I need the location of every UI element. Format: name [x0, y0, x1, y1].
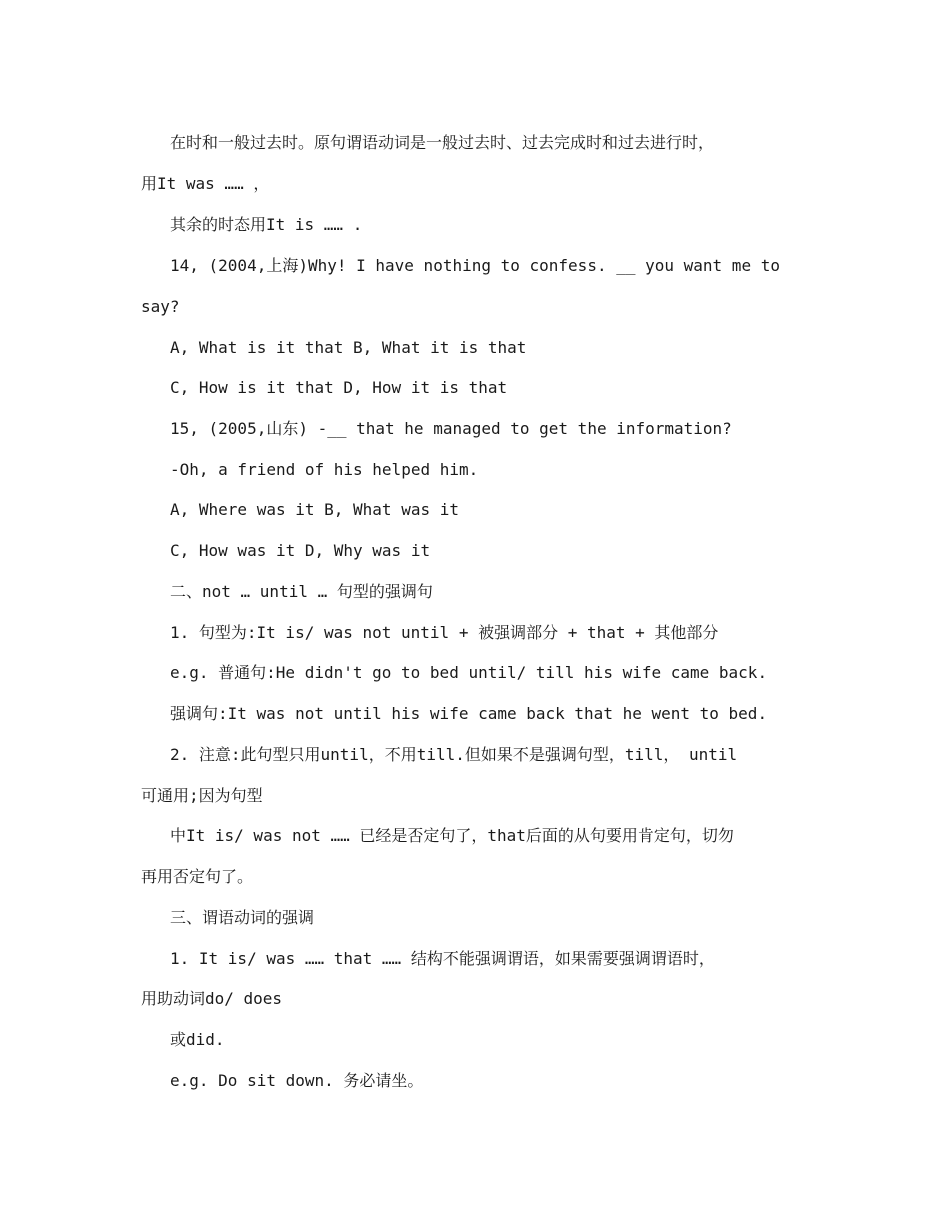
question-15: 15, (2005,山东) -__ that he managed to get the information? — [170, 419, 732, 438]
text-line: 或did. — [170, 1030, 225, 1049]
text-line: 用助动词do/ does — [141, 989, 283, 1008]
text-line: 2. 注意:此句型只用until，不用till.但如果不是强调句型，till， until — [170, 745, 738, 764]
question-14-options-ab: A, What is it that B, What it is that — [170, 338, 527, 357]
example-line: 强调句:It was not until his wife came back that he went to bed. — [170, 704, 768, 723]
question-15-options-ab: A, Where was it B, What was it — [170, 500, 459, 519]
question-14-continued: say? — [141, 297, 180, 316]
text-line: 再用否定句了。 — [141, 867, 254, 886]
question-15-options-cd: C, How was it D, Why was it — [170, 541, 431, 560]
text-line: 其余的时态用It is …… . — [170, 215, 363, 234]
question-15-reply: -Oh, a friend of his helped him. — [170, 460, 479, 479]
example-line: e.g. Do sit down. 务必请坐。 — [170, 1071, 424, 1090]
text-line: 用It was …… ， — [141, 174, 270, 193]
text-line: 中It is/ was not …… 已经是否定句了，that后面的从句要用肯定句，切勿 — [170, 826, 734, 845]
section-heading-2: 二、not … until … 句型的强调句 — [170, 582, 433, 601]
text-line: 1. It is/ was …… that …… 结构不能强调谓语，如果需要强调谓语时， — [170, 949, 715, 968]
text-line: 在时和一般过去时。原句谓语动词是一般过去时、过去完成时和过去进行时， — [170, 133, 715, 152]
question-14: 14, (2004,上海)Why! I have nothing to confess. __ you want me to — [170, 256, 780, 275]
question-14-options-cd: C, How is it that D, How it is that — [170, 378, 508, 397]
section-heading-3: 三、谓语动词的强调 — [170, 908, 315, 927]
example-line: e.g. 普通句:He didn't go to bed until/ till his wife came back. — [170, 663, 768, 682]
text-line: 1. 句型为:It is/ was not until + 被强调部分 + that + 其他部分 — [170, 623, 719, 642]
text-line: 可通用;因为句型 — [141, 786, 263, 805]
